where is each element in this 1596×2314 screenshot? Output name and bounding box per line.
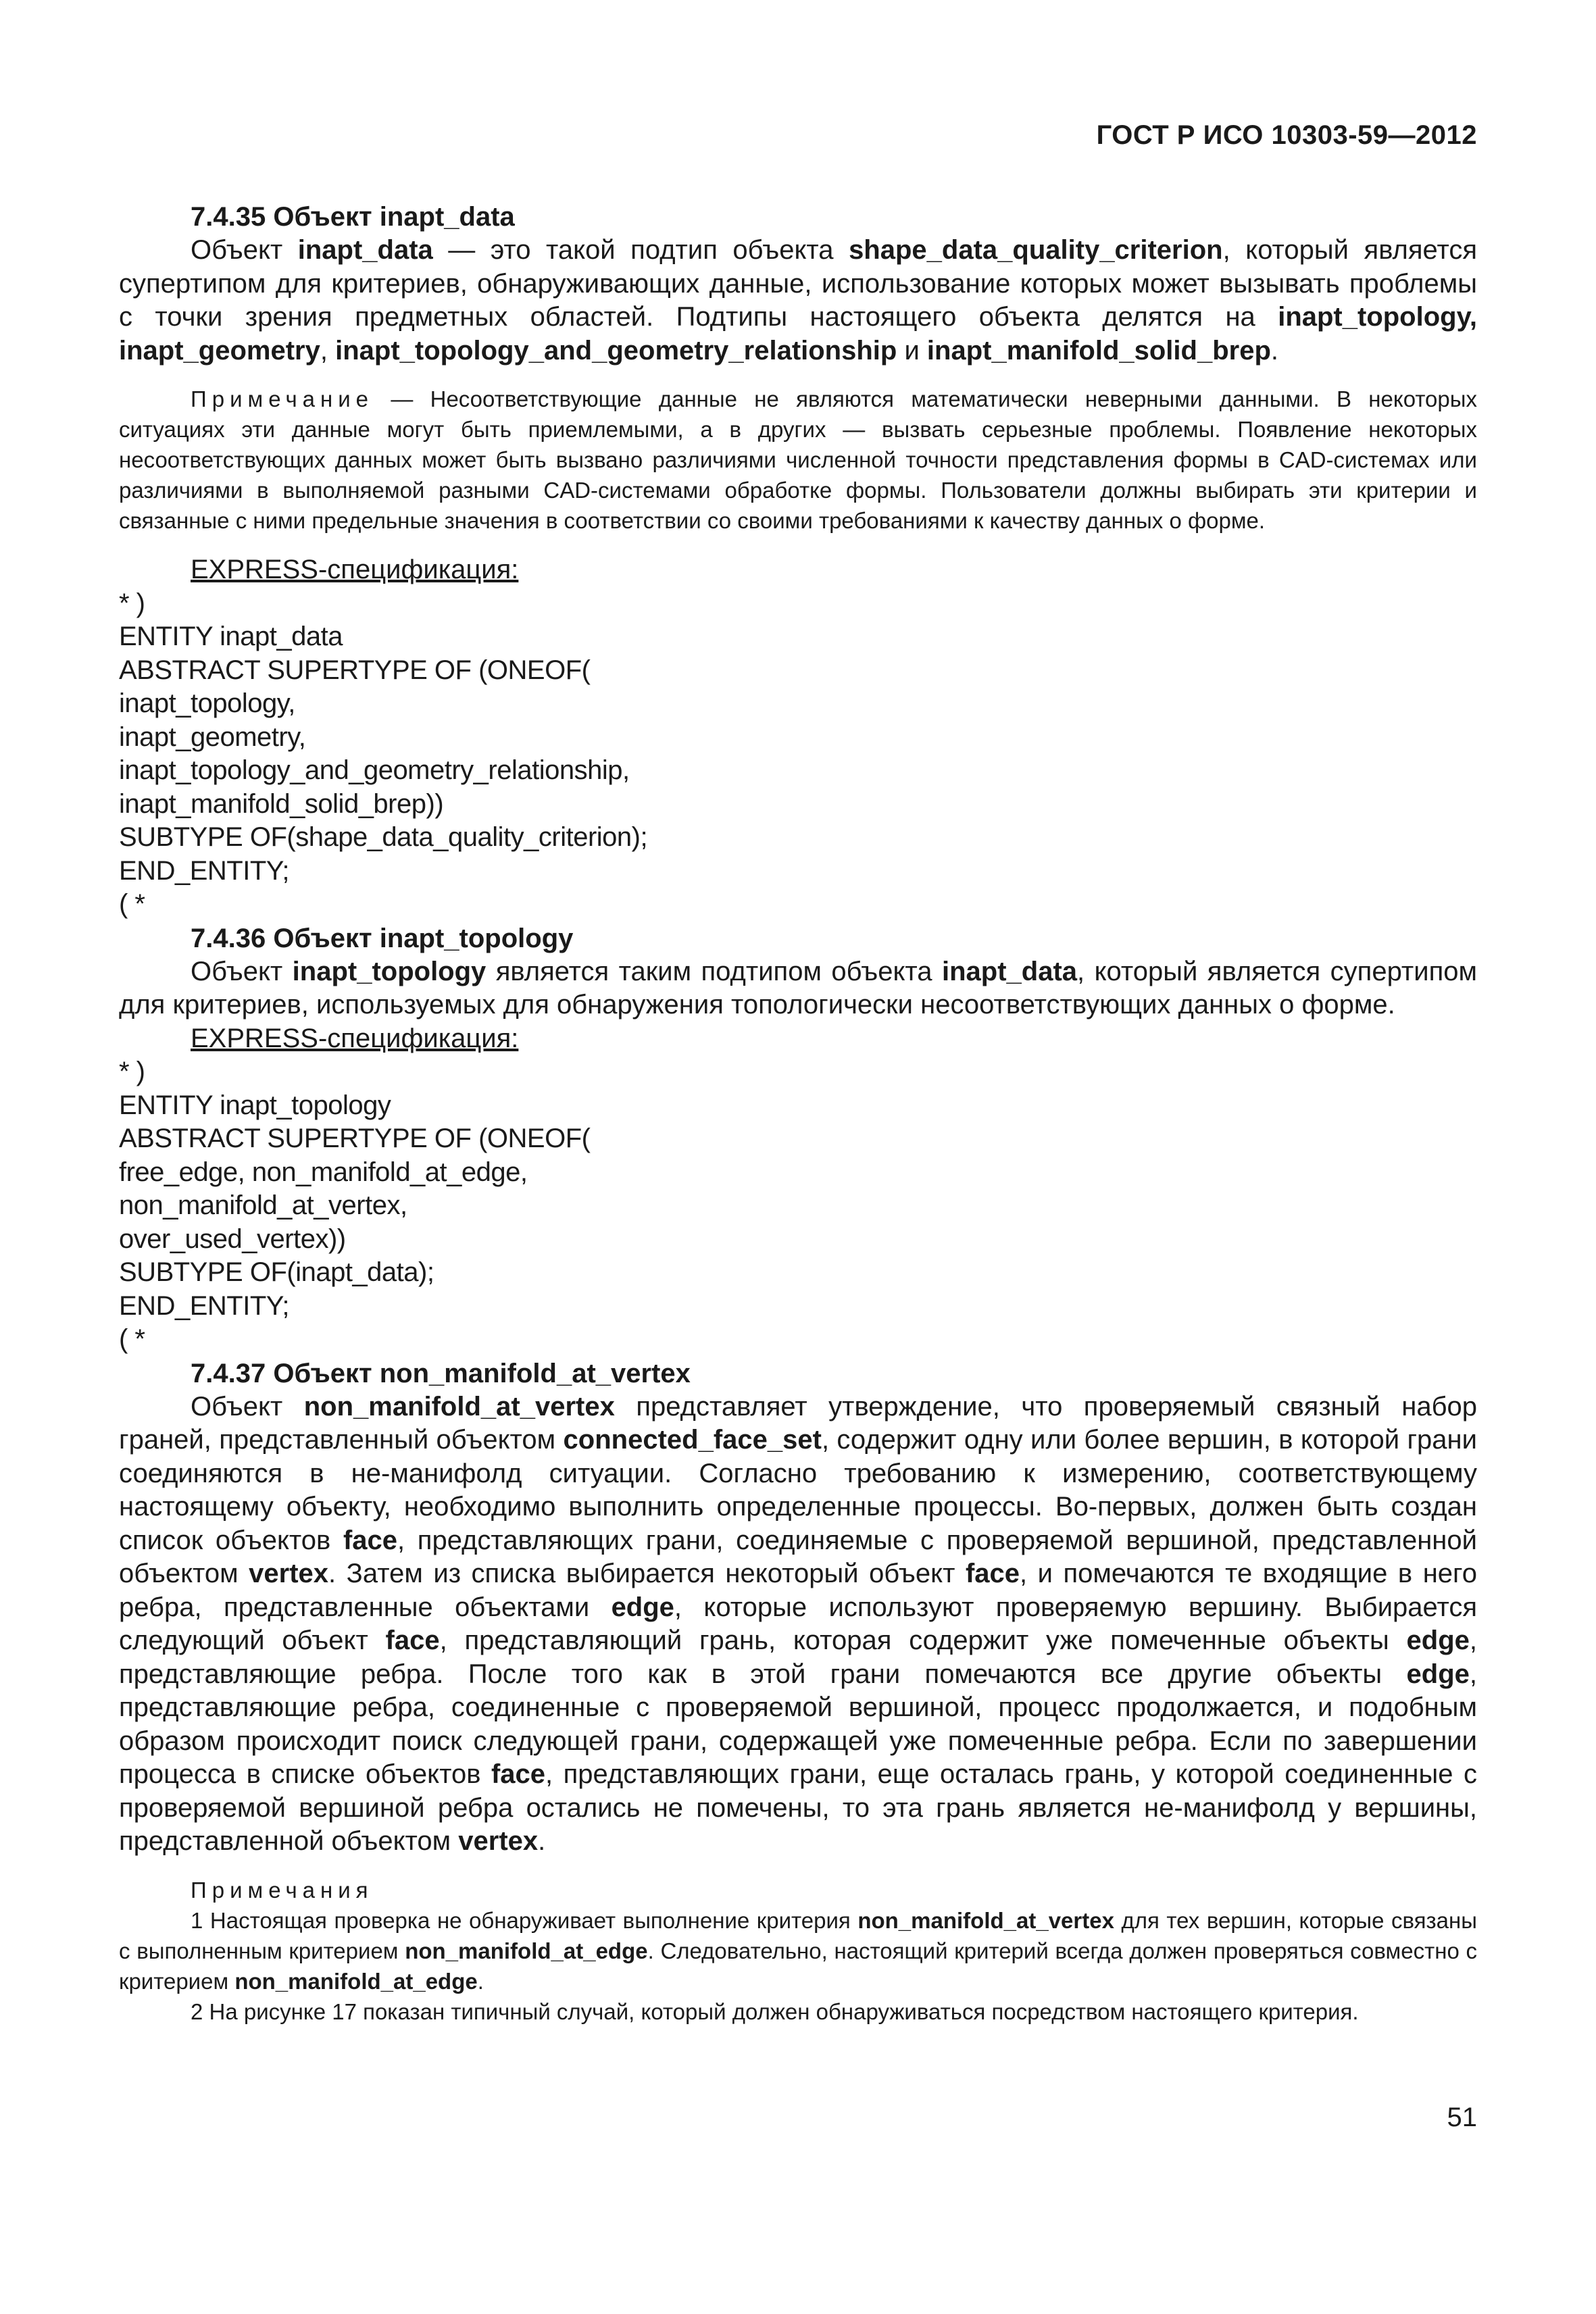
- note-label: Примечание: [191, 386, 374, 411]
- code-line: inapt_geometry,: [119, 722, 306, 752]
- note-paragraph: [119, 384, 1477, 536]
- bold-term: inapt_topology: [292, 956, 487, 986]
- page-header: ГОСТ Р ИСО 10303-59—2012: [1096, 120, 1477, 150]
- bold-term: edge: [611, 1592, 674, 1622]
- code-line: over_used_vertex)): [119, 1224, 346, 1254]
- bold-term: non_manifold_at_vertex: [303, 1391, 615, 1422]
- bold-term: inapt_manifold_solid_brep: [926, 335, 1271, 366]
- express-spec-label: EXPRESS-спецификация:: [191, 1023, 519, 1053]
- bold-term: edge: [1406, 1659, 1470, 1689]
- bold-term: face: [343, 1525, 398, 1555]
- section-heading-7-4-36: 7.4.36 Объект inapt_topology: [191, 923, 574, 953]
- code-line: * ): [119, 588, 145, 618]
- code-line: inapt_manifold_solid_brep)): [119, 788, 444, 819]
- code-line: free_edge, non_manifold_at_edge,: [119, 1157, 528, 1187]
- bold-term: vertex: [249, 1559, 329, 1588]
- notes-label: Примечания: [191, 1877, 374, 1903]
- code-line: ENTITY inapt_data: [119, 622, 343, 651]
- bold-term: inapt_data: [297, 235, 433, 265]
- express-spec-label: EXPRESS-спецификация:: [191, 555, 519, 584]
- code-line: SUBTYPE OF(inapt_data);: [119, 1257, 434, 1287]
- bold-term: non_manifold_at_vertex: [857, 1907, 1114, 1933]
- bold-term: shape_data_quality_criterion: [849, 235, 1223, 265]
- bold-term: inapt_topology_and_geometry_relationship: [335, 335, 897, 366]
- bold-term: edge: [1406, 1626, 1470, 1655]
- code-line: inapt_topology_and_geometry_relationship,: [119, 755, 630, 785]
- code-line: ABSTRACT SUPERTYPE OF (ONEOF(: [119, 655, 591, 685]
- note-item-1: 1 Настоящая проверка не обнаруживает выполнение критерия non_manifold_at_vertex для тех вершин, которые связаны с выполненным критерием non_manifold_at_edge. Следовательно, настоящий критерий всегда должен проверяться совместно с критерием non_manifold_at_edge.: [119, 1907, 1477, 1994]
- code-line: inapt_topology,: [119, 688, 295, 718]
- code-line: END_ENTITY;: [119, 855, 289, 886]
- bold-term: vertex: [458, 1826, 539, 1856]
- bold-term: inapt_data: [941, 956, 1078, 986]
- code-line: * ): [119, 1057, 145, 1086]
- code-line: ABSTRACT SUPERTYPE OF (ONEOF(: [119, 1124, 591, 1153]
- section-paragraph: Объект inapt_data — это такой подтип объекта shape_data_quality_criterion, который является супертипом для критериев, обнаруживающих данные, использование которых может вызывать проблемы с точки зрения предметных областей. Подтипы настоящего объекта делятся на inapt_topology, inapt_geometry, inapt_topology_and_geometry_relationship и inapt_manifold_solid_brep.: [119, 235, 1477, 366]
- note-item-2: 2 На рисунке 17 показан типичный случай, который должен обнаруживаться посредством настоящего критерия.: [191, 1998, 1359, 2024]
- bold-term: connected_face_set: [563, 1425, 822, 1455]
- bold-term: face: [491, 1759, 546, 1789]
- section-heading-7-4-37: 7.4.37 Объект non_manifold_at_vertex: [191, 1358, 691, 1388]
- section-heading-7-4-35: 7.4.35 Объект inapt_data: [191, 202, 515, 232]
- section-paragraph: Объект inapt_topology является таким подтипом объекта inapt_data, который является супертипом для критериев, используемых для обнаружения топологически несоответствующих данных о форме.: [119, 956, 1478, 1020]
- page-number: 51: [1447, 2103, 1477, 2132]
- code-line: non_manifold_at_vertex,: [119, 1190, 407, 1220]
- code-line: ( *: [119, 889, 145, 919]
- bold-term: face: [965, 1559, 1020, 1588]
- express-code-block: [119, 1055, 1477, 1357]
- code-line: END_ENTITY;: [119, 1290, 289, 1321]
- note-text: — Несоответствующие данные не являются математически неверными данными. В некоторых ситуациях эти данные могут быть приемлемыми, а в других — вызвать серьезные проблемы. Появление некоторых несоответствующих данных может быть вызвано различиями численной точности представления формы в CAD-системах или различиями в выполняемой разными CAD-системами обработке формы. Пользователи должны выбирать эти критерии и связанные с ними предельные значения в соответствии со своими требованиями к качеству данных о форме.: [119, 386, 1477, 533]
- code-line: ( *: [119, 1324, 145, 1354]
- bold-term: non_manifold_at_edge: [234, 1968, 478, 1994]
- code-line: ENTITY inapt_topology: [119, 1090, 391, 1120]
- bold-term: non_manifold_at_edge: [405, 1938, 648, 1963]
- bold-term: inapt_topology, inapt_geometry: [119, 302, 1477, 366]
- page-content: [119, 200, 1477, 2027]
- section-paragraph: Объект non_manifold_at_vertex представляет утверждение, что проверяемый связный набор граней, представленный объектом connected_face_set, содержит одну или более вершин, в которой грани соединяются в не-манифолд ситуации. Согласно требованию к измерению, соответствующему настоящему объекту, необходимо выполнить определенные процессы. Во-первых, должен быть создан список объектов face, представляющих грани, соединяемые с проверяемой вершиной, представленной объектом vertex. Затем из списка выбирается некоторый объект face, и помечаются те входящие в него ребра, представленные объектами edge, которые используют проверяемую вершину. Выбирается следующий объект face, представляющий грань, которая содержит уже помеченные объекты edge, представляющие ребра. После того как в этой грани помечаются все другие объекты edge, представляющие ребра, соединенные с проверяемой вершиной, процесс продолжается, и подобным образом происходит поиск следующей грани, содержащей уже помеченные ребра. Если по завершении процесса в списке объектов face, представляющих грани, еще осталась грань, у которой соединенные с проверяемой вершиной ребра остались не помечены, то эта грань является не-манифолд у вершины, представленной объектом vertex.: [119, 1391, 1477, 1856]
- code-line: SUBTYPE OF(shape_data_quality_criterion);: [119, 822, 648, 852]
- bold-term: face: [385, 1626, 440, 1655]
- express-code-block: [119, 587, 1477, 922]
